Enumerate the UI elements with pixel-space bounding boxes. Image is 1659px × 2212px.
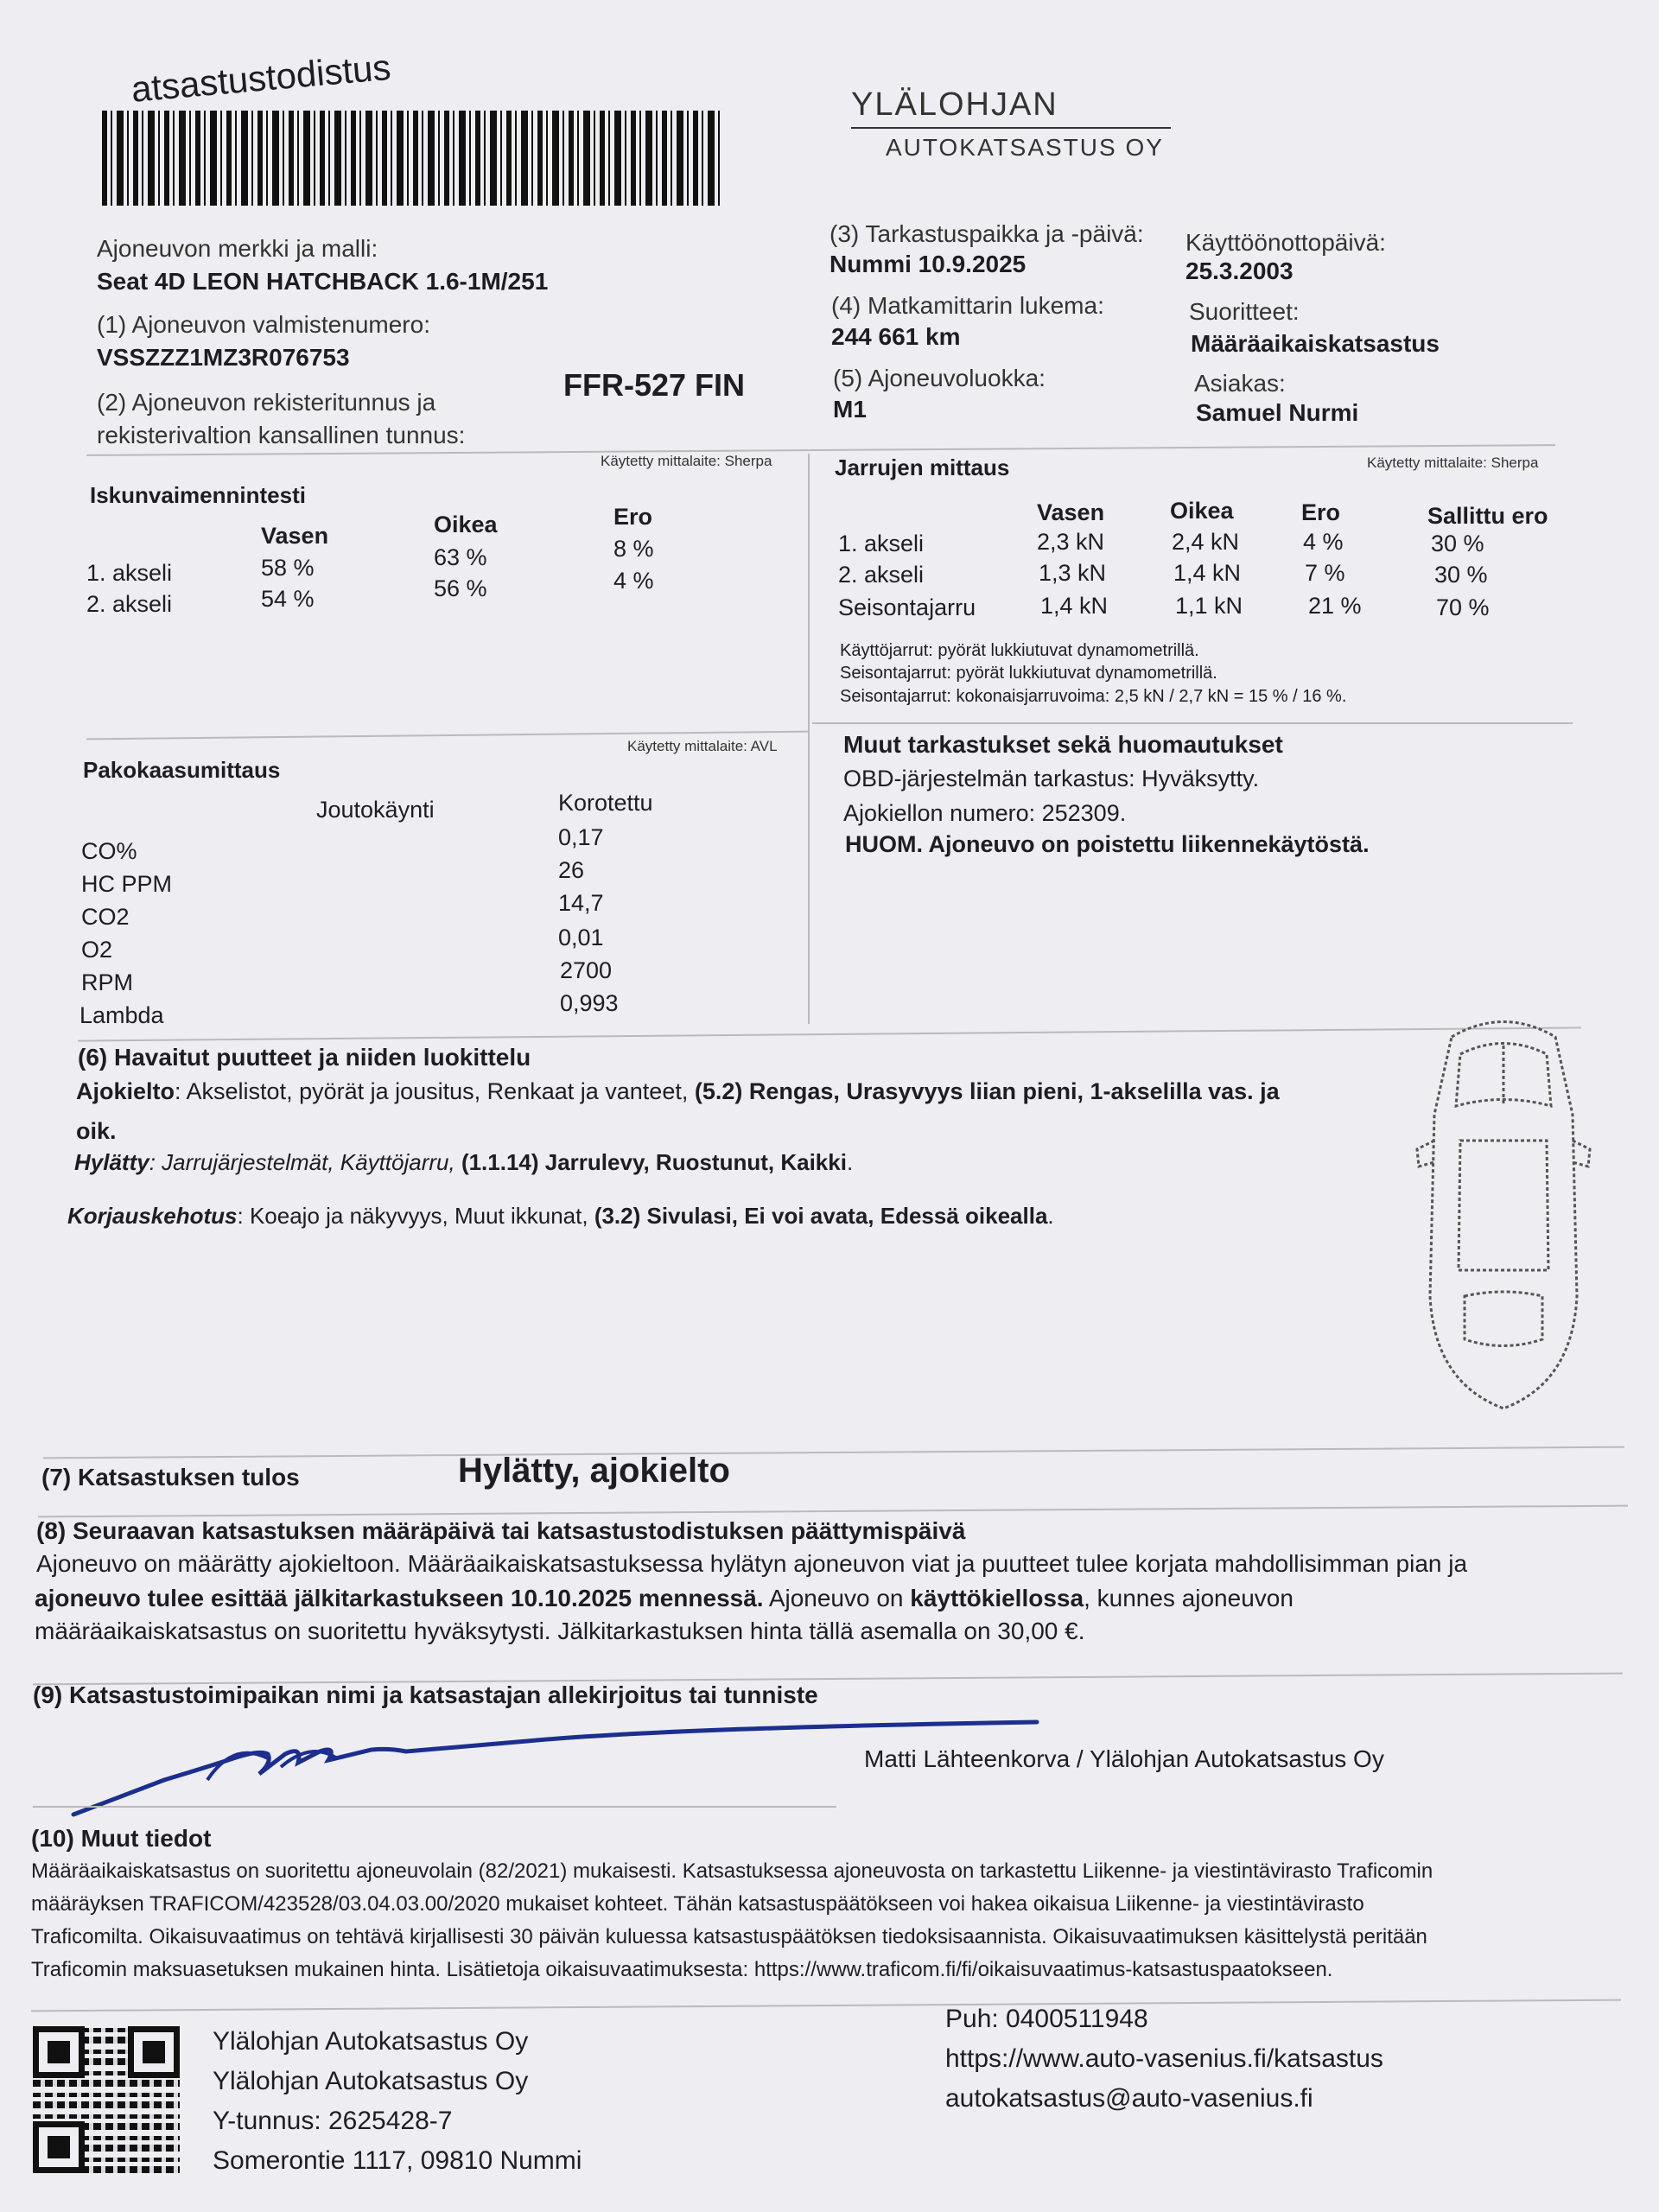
vin-label: (1) Ajoneuvon valmistenumero: — [97, 311, 430, 338]
shock-row-ero: 8 % — [613, 536, 654, 562]
brakes-row-vasen: 2,3 kN — [1037, 529, 1105, 555]
brakes-row-ero: 4 % — [1303, 529, 1344, 555]
exhaust-row-value: 14,7 — [558, 890, 604, 916]
client-label: Asiakas: — [1194, 370, 1286, 397]
barcode — [102, 111, 724, 206]
brakes-header-allowed: Sallittu ero — [1427, 503, 1548, 529]
brakes-row-vasen: 1,3 kN — [1039, 560, 1107, 586]
brakes-row-allowed: 70 % — [1436, 594, 1490, 620]
place-label: (3) Tarkastuspaikka ja -päivä: — [830, 220, 1144, 247]
exhaust-row-label: CO% — [81, 838, 137, 864]
divider-footer — [31, 1999, 1621, 2012]
defect-detail: (5.2) Rengas, Urasyvyys liian pieni, 1-akselilla vas. ja — [694, 1078, 1280, 1104]
brakes-row-oikea: 1,1 kN — [1175, 593, 1243, 619]
other-checks-line: OBD-järjestelmän tarkastus: Hyväksytty. — [843, 766, 1260, 791]
divider-defects — [78, 1027, 1581, 1041]
vehicle-class-label: (5) Ajoneuvoluokka: — [833, 365, 1046, 391]
divider-signature-line — [33, 1806, 836, 1808]
brakes-note: Seisontajarrut: pyörät lukkiutuvat dynamometrillä. — [840, 664, 1217, 683]
inspector-name: Matti Lähteenkorva / Ylälohjan Autokatsastus Oy — [864, 1745, 1384, 1772]
vehicle-class-value: M1 — [833, 396, 867, 423]
defect-class: Ajokielto — [76, 1078, 175, 1104]
exhaust-row-label: O2 — [81, 937, 113, 963]
document-title: atsastustodistus — [130, 46, 393, 110]
exhaust-row-value: 0,17 — [558, 824, 604, 850]
exhaust-row-label: HC PPM — [81, 871, 173, 897]
defect-text: : Jarrujärjestelmät, Käyttöjarru, — [149, 1149, 461, 1175]
shock-header-ero: Ero — [613, 504, 653, 530]
brakes-device: Käytetty mittalaite: Sherpa — [1367, 454, 1539, 471]
defect-cont-text: oik — [76, 1118, 111, 1144]
other-info-line: Traficomin maksuasetuksen mukainen hinta. Lisätietoja oikaisuvaatimuksesta: https://www.traficom.fi/fi/oikaisuvaatimus-katsastuspaatokseen. — [31, 1958, 1333, 1981]
reg-label-1: (2) Ajoneuvon rekisteritunnus ja — [97, 389, 436, 416]
defect-rejected: Hylätty: Jarrujärjestelmät, Käyttöjarru, (1.1.14) Jarrulevy, Ruostunut, Kaikki. — [74, 1149, 854, 1175]
qr-code — [33, 2026, 180, 2173]
next-ban: käyttökiellossa — [910, 1585, 1084, 1611]
defect-class: Hylätty — [74, 1149, 149, 1175]
shock-header-vasen: Vasen — [261, 523, 329, 549]
shock-row-oikea: 63 % — [434, 544, 487, 570]
defect-text: : Akselistot, pyörät ja jousitus, Renkaat ja vanteet, — [175, 1078, 695, 1104]
brakes-row-allowed: 30 % — [1431, 531, 1484, 556]
other-checks-line: Ajokiellon numero: 252309. — [843, 800, 1127, 826]
make-value: Seat 4D LEON HATCHBACK 1.6-1M/251 — [97, 268, 549, 295]
shock-row-vasen: 54 % — [261, 586, 315, 612]
other-info-title: (10) Muut tiedot — [31, 1825, 212, 1852]
client-value: Samuel Nurmi — [1196, 399, 1359, 426]
divider-result-bottom — [38, 1505, 1628, 1518]
brakes-header-vasen: Vasen — [1037, 499, 1105, 525]
brakes-title: Jarrujen mittaus — [835, 454, 1010, 480]
brakes-header-ero: Ero — [1301, 499, 1341, 525]
defect-detail: (3.2) Sivulasi, Ei voi avata, Edessä oikealla — [594, 1203, 1048, 1229]
logo-line-2: AUTOKATSASTUS OY — [886, 134, 1164, 161]
other-info-line: Traficomilta. Oikaisuvaatimus on tehtävä kirjallisesti 30 päivän kuluessa katsastuspäätöksen tiedoksisaannista. Oikaisuvaatimuksen käsittelystä peritään — [31, 1925, 1427, 1948]
reg-label-2: rekisterivaltion kansallinen tunnus: — [97, 422, 466, 448]
defect-continuation: oik. — [76, 1118, 117, 1144]
exhaust-row-label: CO2 — [81, 904, 130, 930]
brakes-row-ero: 7 % — [1305, 560, 1345, 586]
defect-driving-ban — [76, 1078, 1280, 1105]
footer-website[interactable]: https://www.auto-vasenius.fi/katsastus — [945, 2044, 1383, 2073]
performance-value: Määräaikaiskatsastus — [1191, 330, 1440, 357]
odometer-label: (4) Matkamittarin lukema: — [831, 292, 1104, 319]
next-inspection-title: (8) Seuraavan katsastuksen määräpäivä tai katsastustodistuksen päättymispäivä — [36, 1517, 966, 1544]
company-logo — [851, 86, 1171, 162]
next-text: Ajoneuvo on — [763, 1585, 911, 1611]
shock-header-oikea: Oikea — [434, 512, 498, 537]
divider-result-top — [43, 1446, 1624, 1459]
divider-middle — [808, 454, 810, 1024]
footer-phone: Puh: 0400511948 — [945, 2005, 1148, 2033]
footer-address-line: Ylälohjan Autokatsastus Oy — [213, 2027, 529, 2056]
defect-repair: Korjauskehotus: Koeajo ja näkyvyys, Muut ikkunat, (3.2) Sivulasi, Ei voi avata, Edessä oikealla. — [67, 1203, 1054, 1229]
exhaust-row-value: 2700 — [560, 957, 613, 983]
intro-date-label: Käyttöönottopäivä: — [1185, 229, 1386, 256]
other-checks-note: HUOM. Ajoneuvo on poistettu liikennekäytöstä. — [845, 831, 1370, 857]
shock-title: Iskunvaimennintesti — [90, 482, 306, 508]
next-deadline: ajoneuvo tulee esittää jälkitarkastukseen 10.10.2025 mennessä. — [35, 1585, 764, 1611]
exhaust-col-idle: Joutokäynti — [316, 797, 435, 823]
car-diagram — [1400, 1011, 1607, 1417]
shock-row-vasen: 58 % — [261, 555, 315, 581]
exhaust-device: Käytetty mittalaite: AVL — [627, 738, 778, 754]
defects-title: (6) Havaitut puutteet ja niiden luokittelu — [78, 1044, 531, 1071]
footer-address-line: Y-tunnus: 2625428-7 — [213, 2107, 453, 2135]
exhaust-row-label: Lambda — [79, 1002, 164, 1028]
footer-email[interactable]: autokatsastus@auto-vasenius.fi — [945, 2084, 1313, 2113]
reg-value: FFR-527 FIN — [563, 367, 746, 403]
brakes-note: Seisontajarrut: kokonaisjarruvoima: 2,5 kN / 2,7 kN = 15 % / 16 %. — [840, 687, 1347, 706]
divider-mid-right — [812, 722, 1573, 724]
signature-title: (9) Katsastustoimipaikan nimi ja katsastajan allekirjoitus tai tunniste — [33, 1681, 818, 1708]
brakes-row-allowed: 30 % — [1434, 562, 1488, 588]
shock-row-ero: 4 % — [613, 568, 654, 594]
defect-class: Korjauskehotus — [67, 1203, 238, 1229]
brakes-row-oikea: 1,4 kN — [1173, 560, 1242, 586]
brakes-row-label: 1. akseli — [838, 531, 925, 556]
result-label: (7) Katsastuksen tulos — [41, 1464, 300, 1491]
performance-label: Suoritteet: — [1189, 298, 1300, 325]
defect-detail: (1.1.14) Jarrulevy, Ruostunut, Kaikki — [461, 1149, 847, 1175]
shock-row-oikea: 56 % — [434, 575, 487, 601]
exhaust-row-value: 0,01 — [558, 925, 604, 950]
brakes-row-ero: 21 % — [1308, 593, 1362, 619]
exhaust-row-value: 0,993 — [560, 990, 619, 1016]
next-inspection-text: Ajoneuvo on määrätty ajokieltoon. Määräaikaiskatsastuksessa hylätyn ajoneuvon viat ja puutteet tulee korjata mahdollisimman pian ja — [36, 1550, 1468, 1577]
other-info-line: määräyksen TRAFICOM/423528/03.04.03.00/2020 mukaiset kohteet. Tähän katsastuspäätökseen voi hakea oikaisua Liikenne- ja viestintävirasto — [31, 1892, 1364, 1916]
footer-address-line: Somerontie 1117, 09810 Nummi — [213, 2146, 582, 2175]
shock-row-label: 2. akseli — [86, 591, 173, 617]
odometer-value: 244 661 km — [831, 323, 961, 350]
exhaust-title: Pakokaasumittaus — [83, 757, 281, 783]
next-text: , kunnes ajoneuvon — [1084, 1585, 1294, 1611]
other-info-line: Määräaikaiskatsastus on suoritettu ajoneuvolain (82/2021) mukaisesti. Katsastuksessa ajoneuvosta on tarkastettu Liikenne- ja viestintävirasto Traficomin — [31, 1859, 1433, 1883]
brakes-row-oikea: 2,4 kN — [1172, 529, 1240, 555]
vin-value: VSSZZZ1MZ3R076753 — [97, 344, 350, 371]
next-inspection-text — [35, 1585, 1294, 1612]
shock-row-label: 1. akseli — [86, 560, 173, 586]
intro-date-value: 25.3.2003 — [1185, 257, 1294, 284]
other-checks-title: Muut tarkastukset sekä huomautukset — [843, 731, 1283, 758]
next-inspection-text: määräaikaiskatsastus on suoritettu hyväksytysti. Jälkitarkastuksen hinta tällä asemalla on 30,00 €. — [35, 1618, 1085, 1644]
result-value: Hylätty, ajokielto — [458, 1452, 730, 1490]
brakes-row-label: Seisontajarru — [838, 594, 976, 620]
defect-text: : Koeajo ja näkyvyys, Muut ikkunat, — [237, 1203, 594, 1229]
logo-line-1: YLÄLOHJAN — [851, 86, 1058, 123]
make-label: Ajoneuvon merkki ja malli: — [97, 235, 378, 262]
footer-address-line: Ylälohjan Autokatsastus Oy — [213, 2067, 529, 2095]
shock-device: Käytetty mittalaite: Sherpa — [601, 453, 772, 469]
brakes-row-vasen: 1,4 kN — [1040, 593, 1109, 619]
exhaust-row-value: 26 — [558, 857, 585, 883]
brakes-note: Käyttöjarrut: pyörät lukkiutuvat dynamometrillä. — [840, 641, 1199, 660]
exhaust-row-label: RPM — [81, 969, 133, 995]
brakes-row-label: 2. akseli — [838, 562, 925, 588]
place-value: Nummi 10.9.2025 — [830, 251, 1027, 277]
brakes-header-oikea: Oikea — [1170, 498, 1234, 524]
exhaust-col-raised: Korotettu — [558, 790, 653, 816]
